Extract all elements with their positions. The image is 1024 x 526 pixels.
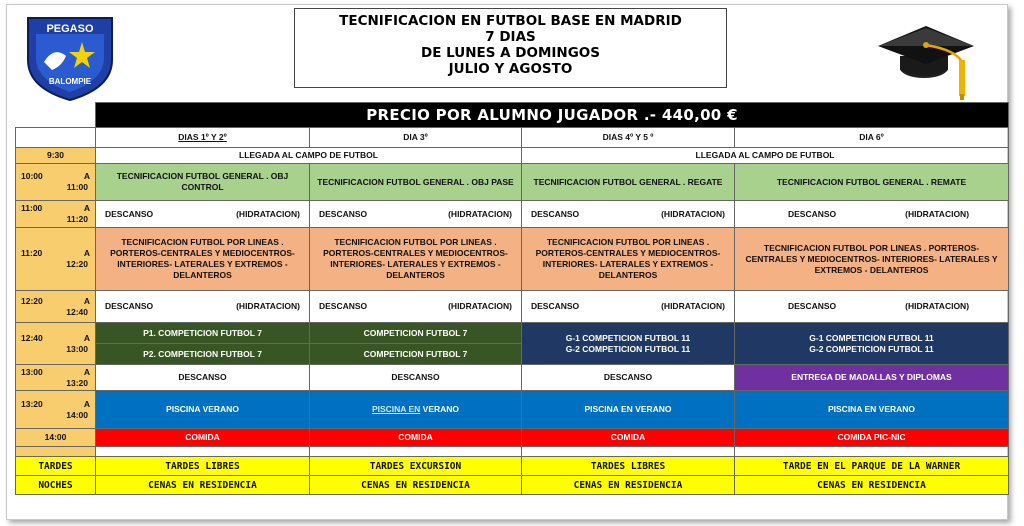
descanso-3-c2: DESCANSO — [310, 365, 522, 391]
cenas-c2: CENAS EN RESIDENCIA — [310, 476, 522, 495]
time-1100-end: 11:20 — [66, 214, 88, 224]
header-day-6: DIA 6º — [735, 128, 1009, 148]
time-1240-start: 12:40 — [21, 332, 43, 343]
schedule-table — [15, 102, 1009, 495]
time-1320-end: 14:00 — [66, 409, 88, 420]
comp-g-d45 — [522, 323, 735, 365]
hidratacion-label: (HIDRATACION) — [905, 208, 970, 219]
price-spacer — [16, 103, 96, 128]
tec-general-2: TECNIFICACION FUTBOL GENERAL . OBJ PASE — [310, 164, 522, 201]
lineas-c4: TECNIFICACION FUTBOL POR LINEAS . PORTEROS-CENTRALES Y MEDIOCENTROS- INTERIORES- LATERALES Y EXTREMOS - DELANTEROS — [735, 228, 1009, 291]
piscina-link[interactable]: PISCINA EN — [371, 404, 421, 414]
comp-p2: P2. COMPETICION FUTBOL 7 — [96, 344, 310, 365]
piscina-c2 — [310, 391, 522, 429]
header-days-1-2-b: 1º Y 2º — [200, 132, 227, 142]
time-1220-a: A — [83, 295, 90, 306]
title-box — [294, 8, 727, 88]
row-tec-general — [16, 164, 1009, 201]
comp-p1: P1. COMPETICION FUTBOL 7 — [96, 323, 310, 344]
descanso-3-c3: DESCANSO — [522, 365, 735, 391]
header-days-1-2-a: DIAS — [178, 132, 201, 142]
comida-c1: COMIDA — [96, 429, 310, 447]
row-descanso-1 — [16, 201, 1009, 228]
cenas-c4: CENAS EN RESIDENCIA — [735, 476, 1009, 495]
comp-g1: G-1 COMPETICION FUTBOL 11 — [809, 332, 934, 343]
gap-c4 — [735, 447, 1009, 457]
row-gap — [16, 447, 1009, 457]
gap-c1 — [96, 447, 310, 457]
title-line-2: 7 DIAS — [485, 29, 536, 45]
hidratacion-label: (HIDRATACION) — [236, 301, 300, 311]
logo-top-text: PEGASO — [46, 23, 94, 35]
lineas-c3: TECNIFICACION FUTBOL POR LINEAS . PORTEROS-CENTRALES Y MEDIOCENTROS-INTERIORES- LATERALES Y EXTREMOS - DELANTEROS — [522, 228, 735, 291]
time-1240-end: 13:00 — [66, 343, 88, 354]
price-banner: PRECIO POR ALUMNO JUGADOR .- 440,00 € — [96, 103, 1009, 128]
descanso-label: DESCANSO — [319, 301, 368, 311]
row-piscina — [16, 391, 1009, 429]
row-descanso-2 — [16, 291, 1009, 323]
label-noches: NOCHES — [16, 476, 96, 495]
time-1120-a: A — [83, 248, 90, 258]
time-1100-a: A — [83, 203, 90, 213]
descanso-3-c1: DESCANSO — [96, 365, 310, 391]
time-1120-start: 11:20 — [21, 248, 43, 258]
title-line-4: JULIO Y AGOSTO — [448, 61, 573, 77]
header-row — [16, 128, 1009, 148]
time-1320 — [16, 391, 96, 429]
row-tardes — [16, 457, 1009, 476]
comida-c2: COMIDA — [310, 429, 522, 447]
comp-g2: G-2 COMPETICION FUTBOL 11 — [809, 343, 934, 354]
time-1100-start: 11:00 — [21, 203, 43, 213]
row-noches — [16, 476, 1009, 495]
row-descanso-3 — [16, 365, 1009, 391]
piscina-c4: PISCINA EN VERANO — [735, 391, 1009, 429]
header-days-4-5: DIAS 4º Y 5 º — [522, 128, 735, 148]
row-lineas — [16, 228, 1009, 291]
time-1300 — [16, 365, 96, 391]
gap-c3 — [522, 447, 735, 457]
header-day-3: DIA 3º — [310, 128, 522, 148]
descanso-label: DESCANSO — [319, 208, 368, 219]
descanso-label: DESCANSO — [105, 301, 154, 311]
time-1320-a: A — [83, 398, 90, 409]
comp-g1: G-1 COMPETICION FUTBOL 11 — [565, 332, 691, 343]
descanso-1-c4 — [735, 201, 1009, 228]
time-1320-start: 13:20 — [21, 398, 43, 409]
descanso-2-c2 — [310, 291, 522, 323]
time-1220-end: 12:40 — [66, 306, 88, 317]
descanso-label: DESCANSO — [788, 208, 837, 219]
tec-general-1: TECNIFICACION FUTBOL GENERAL . OBJ CONTROL — [96, 164, 310, 201]
time-1220 — [16, 291, 96, 323]
descanso-label: DESCANSO — [531, 301, 580, 311]
time-1000 — [16, 164, 96, 201]
descanso-label: DESCANSO — [531, 208, 580, 219]
row-llegada — [16, 148, 1009, 164]
time-1100 — [16, 201, 96, 228]
descanso-1-c2 — [310, 201, 522, 228]
piscina-c1: PISCINA VERANO — [96, 391, 310, 429]
hidratacion-label: (HIDRATACION) — [905, 301, 970, 311]
title-line-3: DE LUNES A DOMINGOS — [420, 45, 601, 61]
descanso-2-c1 — [96, 291, 310, 323]
tardes-c2: TARDES EXCURSION — [310, 457, 522, 476]
descanso-label: DESCANSO — [105, 208, 154, 219]
lineas-c2: TECNIFICACION FUTBOL POR LINEAS . PORTEROS-CENTRALES Y MEDIOCENTROS-INTERIORES- LATERALES Y EXTREMOS - DELANTEROS — [310, 228, 522, 291]
entrega-medallas: ENTREGA DE MADALLAS Y DIPLOMAS — [735, 365, 1009, 391]
hidratacion-label: (HIDRATACION) — [661, 301, 725, 311]
time-1000-start: 10:00 — [21, 171, 43, 181]
time-1400: 14:00 — [16, 429, 96, 447]
comp-g2: G-2 COMPETICION FUTBOL 11 — [565, 343, 691, 354]
tardes-c3: TARDES LIBRES — [522, 457, 735, 476]
gap-c2 — [310, 447, 522, 457]
descanso-1-c1 — [96, 201, 310, 228]
time-1240-a: A — [83, 332, 90, 343]
pegaso-logo — [22, 12, 118, 102]
time-1300-a: A — [83, 366, 90, 377]
hidratacion-label: (HIDRATACION) — [448, 208, 512, 219]
row-comp-a — [16, 323, 1009, 344]
label-tardes: TARDES — [16, 457, 96, 476]
piscina-c2-b: VERANO — [420, 404, 460, 414]
time-1240 — [16, 323, 96, 365]
tec-general-4: TECNIFICACION FUTBOL GENERAL . REMATE — [735, 164, 1009, 201]
comp-d3-b: COMPETICION FUTBOL 7 — [310, 344, 522, 365]
graduation-cap-icon — [876, 16, 976, 102]
title-line-1: TECNIFICACION EN FUTBOL BASE EN MADRID — [339, 13, 682, 29]
time-1220-start: 12:20 — [21, 295, 43, 306]
time-1000-a: A — [83, 171, 90, 181]
comida-c4: COMIDA PIC-NIC — [735, 429, 1009, 447]
hidratacion-label: (HIDRATACION) — [448, 301, 512, 311]
llegada-left: LLEGADA AL CAMPO DE FUTBOL — [96, 148, 522, 164]
cenas-c1: CENAS EN RESIDENCIA — [96, 476, 310, 495]
time-1300-end: 13:20 — [66, 377, 88, 388]
cenas-c3: CENAS EN RESIDENCIA — [522, 476, 735, 495]
comida-c3: COMIDA — [522, 429, 735, 447]
time-1300-start: 13:00 — [21, 366, 43, 377]
llegada-right: LLEGADA AL CAMPO DE FUTBOL — [522, 148, 1009, 164]
header-days-1-2 — [96, 128, 310, 148]
logo-bottom-text: BALOMPIE — [48, 77, 92, 86]
comp-g-d6 — [735, 323, 1009, 365]
gap-time — [16, 447, 96, 457]
time-1120-end: 12:20 — [66, 259, 88, 269]
tardes-c1: TARDES LIBRES — [96, 457, 310, 476]
tardes-c4: TARDE EN EL PARQUE DE LA WARNER — [735, 457, 1009, 476]
hidratacion-label: (HIDRATACION) — [661, 208, 725, 219]
time-1000-end: 11:00 — [66, 182, 88, 192]
comp-d3-a: COMPETICION FUTBOL 7 — [310, 323, 522, 344]
row-comida — [16, 429, 1009, 447]
time-930: 9:30 — [16, 148, 96, 164]
descanso-2-c4 — [735, 291, 1009, 323]
lineas-c1: TECNIFICACION FUTBOL POR LINEAS . PORTEROS-CENTRALES Y MEDIOCENTROS-INTERIORES- LATERALES Y EXTREMOS - DELANTEROS — [96, 228, 310, 291]
piscina-c3: PISCINA EN VERANO — [522, 391, 735, 429]
header-corner — [16, 128, 96, 148]
time-1120 — [16, 228, 96, 291]
tec-general-3: TECNIFICACION FUTBOL GENERAL . REGATE — [522, 164, 735, 201]
price-row — [16, 103, 1009, 128]
descanso-2-c3 — [522, 291, 735, 323]
descanso-label: DESCANSO — [788, 301, 837, 311]
descanso-1-c3 — [522, 201, 735, 228]
hidratacion-label: (HIDRATACION) — [236, 208, 300, 219]
